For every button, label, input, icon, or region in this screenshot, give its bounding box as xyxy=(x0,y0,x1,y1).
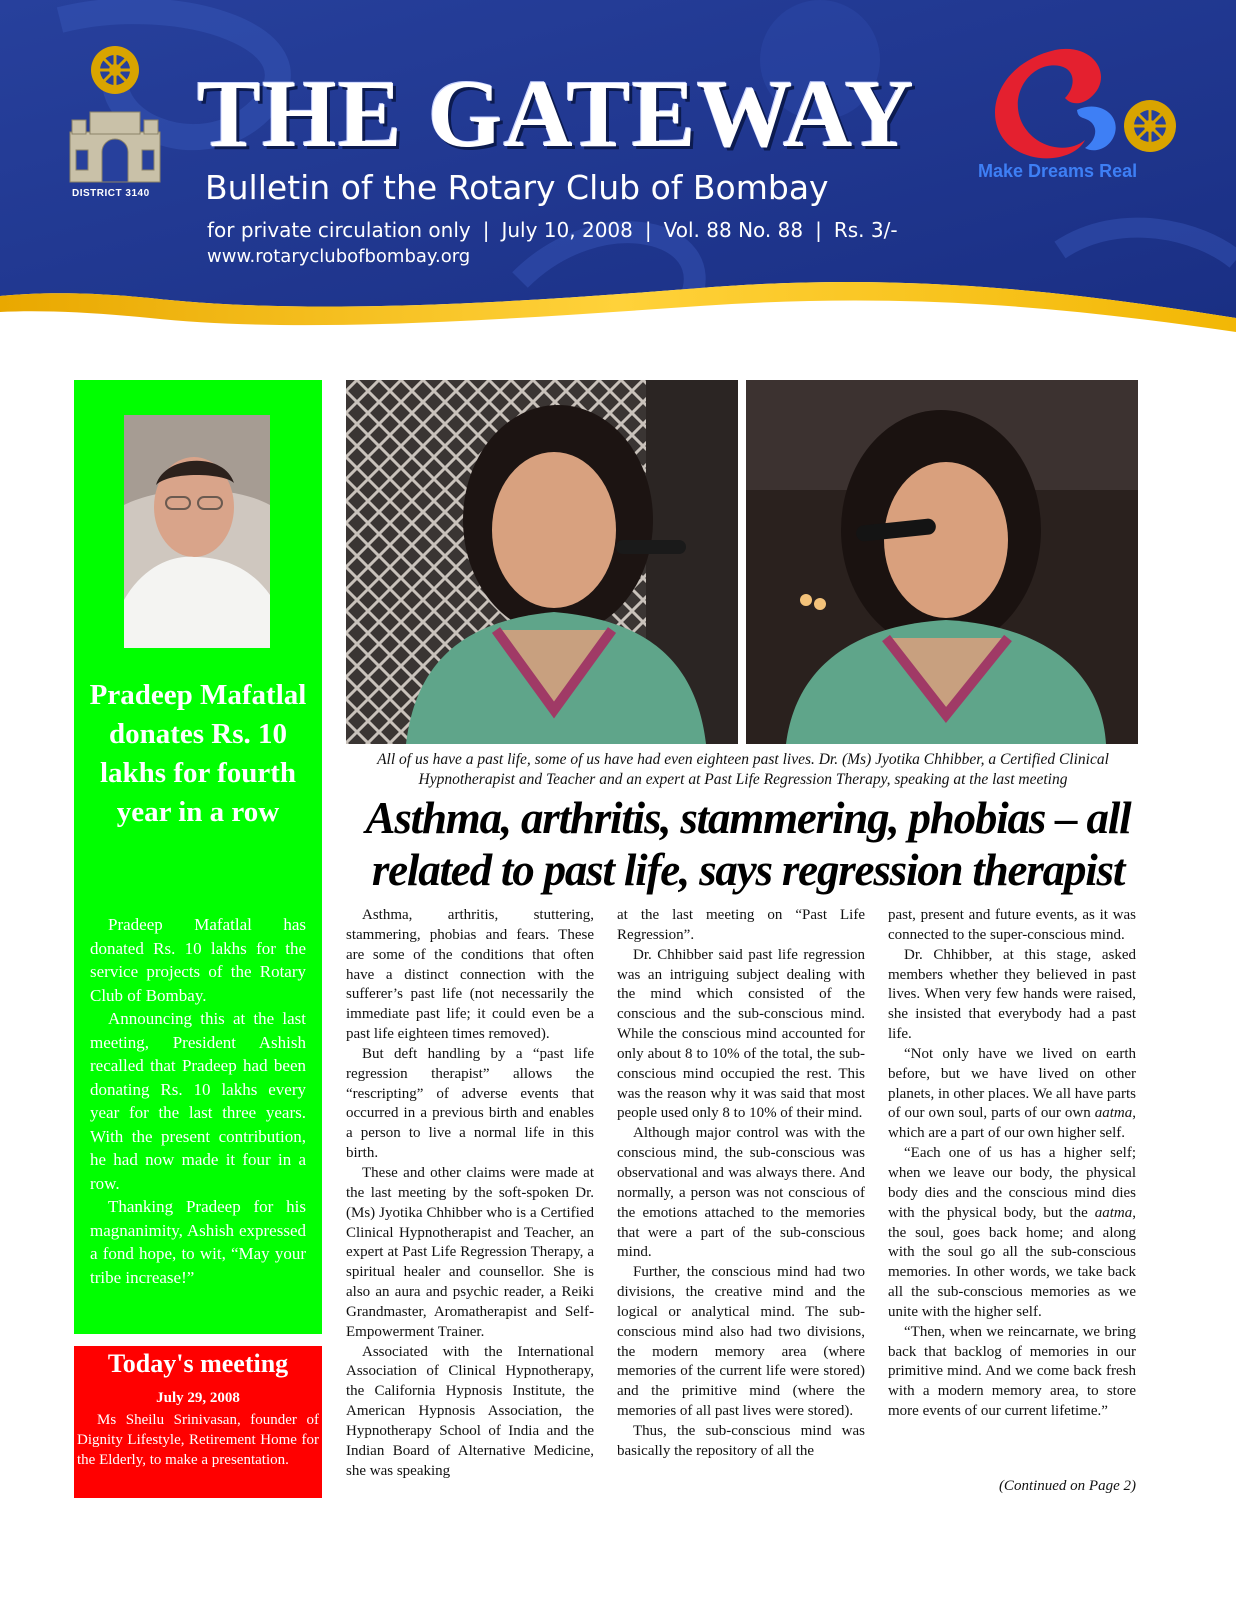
separator: | xyxy=(815,218,822,242)
article-paragraph: Asthma, arthritis, stuttering, stammering, phobias and fears. These are some of the conditions that often have a distinct connection with the sufferer’s past life (not necessarily the immediate past life; it could even be a past life eighteen times removed). xyxy=(346,907,594,1043)
text-run: , the soul, goes back home; and along with the soul go all the sub-conscious memories. In other words, we take back all the sub-conscious memories as we unite with the higher self. xyxy=(888,1204,1136,1320)
donation-sidebar xyxy=(74,380,322,1334)
article-paragraph: These and other claims were made at the last meeting by the soft-spoken Dr. (Ms) Jyotika Chhibber who is a Certified Clinical Hypnotherapist and Teacher, an expert at Past Life Regression Therapy, a spiritual healer and counsellor. She is also an aura and psychic reader, a Reiki Grandmaster, Aromatherapist and Self-Empowerment Trainer. xyxy=(346,1164,594,1340)
article-paragraph: Thus, the sub-conscious mind was basically the repository of all the xyxy=(617,1422,865,1459)
issue-date: July 10, 2008 xyxy=(501,218,633,242)
article-paragraph: Dr. Chhibber said past life regression was an intriguing subject dealing with the mind which consisted of the conscious and the sub-conscious mind. While the conscious mind accounted for only about 8 to 10% of the total, the sub-conscious mind occupied the rest. This was the reason why it was said that most people used only 8 to 10% of their mind. xyxy=(617,946,865,1122)
sidebar-story xyxy=(90,913,306,1289)
district-label: DISTRICT 3140 xyxy=(72,188,150,199)
article-paragraph: Although major control was with the conscious mind, the sub-conscious was observational and was always there. And normally, a person was not conscious of the emotions attached to the memories that were a part of the sub-conscious mind. xyxy=(617,1125,865,1261)
photo-caption: All of us have a past life, some of us have had even eighteen past lives. Dr. (Ms) Jyotika Chhibber, a Certified Clinical Hypnotherapist and Teacher and an expert at Past Life Regression Therapy, speaking at the last meeting xyxy=(377,751,1109,788)
publication-title: THE GATEWAY xyxy=(197,60,915,167)
meeting-title: Today's meeting xyxy=(107,1349,289,1378)
issue-volume: Vol. 88 No. 88 xyxy=(663,218,804,242)
portrait-photo xyxy=(124,415,270,648)
article-column-1 xyxy=(346,906,594,1481)
website-url: www.rotaryclubofbombay.org xyxy=(207,246,471,267)
sidebar-paragraph: Thanking Pradeep for his magnanimity, Ashish expressed a fond hope, to wit, “May your tribe increase!” xyxy=(90,1197,306,1287)
text-run: “Not only have we lived on earth before, but we have lived on other planets, in other places. We all have parts of our own soul, parts of our own xyxy=(888,1045,1137,1122)
text-run: , which are a part of our own higher self. xyxy=(888,1105,1136,1142)
publication-subtitle: Bulletin of the Rotary Club of Bombay xyxy=(205,168,829,207)
sidebar-paragraph: Pradeep Mafatlal has donated Rs. 10 lakhs for the service projects of the Rotary Club of Bombay. xyxy=(90,915,306,1005)
sidebar-paragraph: Announcing this at the last meeting, President Ashish recalled that Pradeep had been donating Rs. 10 lakhs every year for the last three years. With the present contribution, he had now made it four in a row. xyxy=(90,1009,306,1193)
todays-meeting-box xyxy=(74,1346,322,1498)
article-paragraph: past, present and future events, as it was connected to the super-conscious mind. xyxy=(888,907,1136,943)
continued-note: (Continued on Page 2) xyxy=(998,1478,1136,1494)
issue-details xyxy=(207,218,898,242)
rotary-wheel-icon xyxy=(91,46,139,94)
article-paragraph xyxy=(888,1144,1136,1323)
article-paragraph: Associated with the International Association of Clinical Hypnotherapy, the California Hypnosis Institute, the American Hypnosis Association, the Hypnotherapy School of India and the Indian Board of Alternative Medicine, she was speaking xyxy=(346,1343,594,1479)
sidebar-headline: Pradeep Mafatlal donates Rs. 10 lakhs for fourth year in a row xyxy=(89,679,307,828)
article-paragraph: “Then, when we reincarnate, we bring back that backlog of memories in our primitive mind. And we come back fresh with a modern memory area, to store more events of our current lifetime.” xyxy=(888,1323,1136,1420)
separator: | xyxy=(482,218,490,242)
circulation-note: for private circulation only xyxy=(207,218,471,242)
emphasis-aatma: aatma xyxy=(1094,1204,1133,1221)
article-paragraph xyxy=(888,1045,1136,1144)
article-paragraph: But deft handling by a “past life regression therapist” allows the “rescripting” of adverse events that occurred in a previous birth and enables a person to live a normal life in this birth. xyxy=(346,1045,594,1162)
separator: | xyxy=(644,218,652,242)
masthead xyxy=(0,0,1236,350)
speaker-photo-left xyxy=(346,380,738,744)
article-column-3 xyxy=(888,906,1136,1422)
gateway-monument-logo xyxy=(60,40,170,200)
article-paragraph: Further, the conscious mind had two divisions, the creative mind and the logical or analytical mind. The sub-conscious mind also had two divisions, the modern memory area (where memories of the current life were stored) and the primitive mind (where the memories of all past lives were stored). xyxy=(617,1264,865,1420)
tagline: Make Dreams Real xyxy=(978,161,1138,181)
issue-price: Rs. 3/- xyxy=(833,218,898,242)
article-headline: Asthma, arthritis, stammering, phobias – all related to past life, says regression therapist xyxy=(365,793,1131,895)
emphasis-aatma: aatma xyxy=(1094,1105,1133,1122)
article-paragraph: Dr. Chhibber, at this stage, asked members whether they believed in past lives. When very few hands were raised, she insisted that everybody had a past life. xyxy=(888,946,1136,1043)
text-run: “Each one of us has a higher self; when we leave our body, the physical body dies and the conscious mind dies with the physical body, but the xyxy=(888,1145,1136,1221)
article-paragraph: at the last meeting on “Past Life Regression”. xyxy=(617,907,865,943)
speaker-photo-right xyxy=(746,380,1138,744)
meeting-date: July 29, 2008 xyxy=(156,1390,240,1406)
rotary-wheel-icon xyxy=(1124,100,1176,152)
article-column-2 xyxy=(617,906,865,1462)
meeting-description: Ms Sheilu Srinivasan, founder of Dignity Lifestyle, Retirement Home for the Elderly, to make a presentation. xyxy=(77,1412,319,1468)
